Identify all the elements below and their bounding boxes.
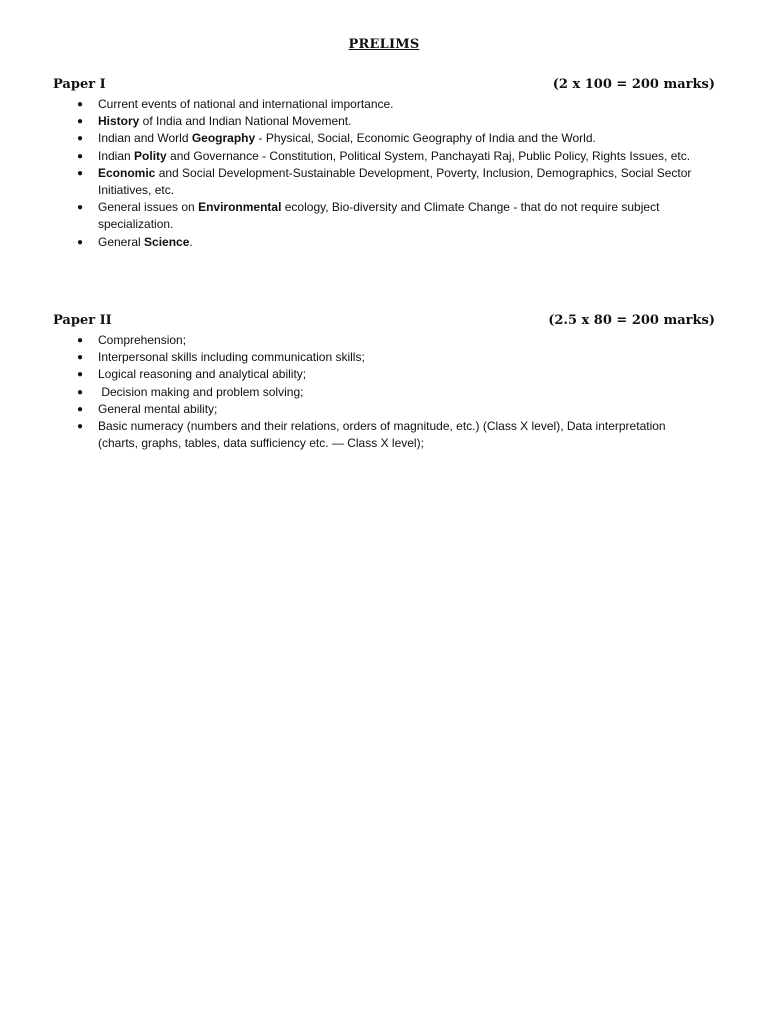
list-item — [53, 234, 715, 251]
paper-1-section — [53, 77, 715, 251]
paper-2-section — [53, 313, 715, 452]
list-item — [53, 418, 715, 452]
bullet-icon: ● — [77, 421, 84, 433]
bullet-icon: ● — [77, 236, 84, 248]
list-item-text: General Science. — [98, 234, 193, 249]
list-item — [53, 113, 715, 130]
paper-1-marks: (2 x 100 = 200 marks) — [552, 77, 715, 92]
list-item-text: Interpersonal skills including communication skills; — [98, 350, 365, 365]
bullet-icon: ● — [77, 386, 84, 398]
list-item — [53, 130, 715, 147]
list-item-text: General issues on Environmental ecology, Bio-diversity and Climate Change - that do not require subject specialization. — [98, 200, 660, 232]
bullet-icon: ● — [77, 167, 84, 179]
list-item-text: Logical reasoning and analytical ability; — [98, 367, 307, 382]
bullet-icon: ● — [77, 352, 84, 364]
document-title: PRELIMS — [348, 37, 420, 52]
list-item — [53, 366, 715, 383]
list-item — [53, 349, 715, 366]
list-item — [53, 96, 715, 113]
list-item — [53, 384, 715, 401]
paper-2-header — [53, 313, 715, 331]
paper-1-topic-list — [53, 96, 715, 251]
list-item — [53, 332, 715, 349]
paper-1-label: Paper I — [53, 77, 106, 92]
paper-2-topic-list — [53, 332, 715, 452]
bullet-icon: ● — [77, 99, 84, 110]
bullet-icon: ● — [77, 116, 84, 128]
bullet-icon: ● — [77, 335, 84, 346]
list-item — [53, 199, 715, 233]
paper-2-marks: (2.5 x 80 = 200 marks) — [548, 313, 715, 328]
bullet-icon: ● — [77, 133, 84, 145]
list-item-text: Current events of national and international importance. — [98, 97, 394, 111]
bullet-icon: ● — [77, 403, 84, 415]
list-item-text: Basic numeracy (numbers and their relations, orders of magnitude, etc.) (Class X level), Data interpretation (charts, graphs, tables, data sufficiency etc. — Class X level); — [98, 419, 666, 451]
paper-2-label: Paper II — [53, 313, 112, 328]
list-item-text: Decision making and problem solving; — [98, 384, 304, 399]
list-item-text: General mental ability; — [98, 401, 218, 416]
list-item-text: History of India and Indian National Movement. — [98, 114, 352, 129]
list-item — [53, 148, 715, 165]
bullet-icon: ● — [77, 150, 84, 162]
list-item-text: Comprehension; — [98, 333, 187, 347]
list-item — [53, 401, 715, 418]
paper-1-header — [53, 77, 715, 95]
list-item-text: Indian and World Geography - Physical, Social, Economic Geography of India and the World. — [98, 131, 596, 146]
list-item — [53, 165, 715, 199]
bullet-icon: ● — [77, 369, 84, 381]
bullet-icon: ● — [77, 202, 84, 214]
list-item-text: Economic and Social Development-Sustainable Development, Poverty, Inclusion, Demographics, Social Sector Initiatives, etc. — [98, 165, 692, 198]
list-item-text: Indian Polity and Governance - Constitution, Political System, Panchayati Raj, Public Policy, Rights Issues, etc. — [98, 148, 691, 163]
